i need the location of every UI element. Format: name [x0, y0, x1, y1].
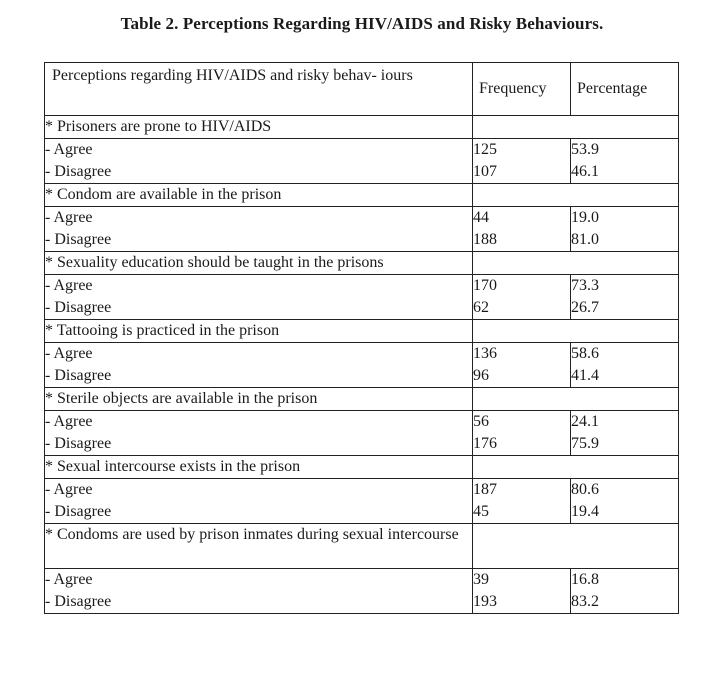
section-title-row — [45, 184, 679, 207]
agree-label: - Agree — [45, 141, 93, 158]
disagree-percentage: 19.4 — [571, 503, 599, 520]
answer-labels — [45, 139, 473, 184]
disagree-frequency: 193 — [473, 593, 497, 610]
agree-frequency: 44 — [473, 209, 489, 226]
disagree-label: - Disagree — [45, 163, 112, 180]
disagree-label: - Disagree — [45, 231, 112, 248]
section-title-blank — [473, 524, 679, 569]
agree-label: - Agree — [45, 277, 93, 294]
agree-frequency: 170 — [473, 277, 497, 294]
frequency-cell — [473, 343, 571, 388]
frequency-cell — [473, 275, 571, 320]
table-row — [45, 343, 679, 388]
percentage-cell — [571, 411, 679, 456]
disagree-frequency: 62 — [473, 299, 489, 316]
percentage-cell — [571, 275, 679, 320]
table-row — [45, 275, 679, 320]
table-header-row — [45, 63, 679, 116]
disagree-label: - Disagree — [45, 299, 112, 316]
header-perceptions: Perceptions regarding HIV/AIDS and risky behav- iours — [45, 63, 473, 116]
table-row — [45, 569, 679, 614]
disagree-label: - Disagree — [45, 435, 112, 452]
agree-label: - Agree — [45, 481, 93, 498]
disagree-percentage: 83.2 — [571, 593, 599, 610]
agree-label: - Agree — [45, 345, 93, 362]
disagree-percentage: 41.4 — [571, 367, 599, 384]
table-row — [45, 139, 679, 184]
disagree-percentage: 81.0 — [571, 231, 599, 248]
section-title-blank — [473, 388, 679, 411]
section-title-row — [45, 320, 679, 343]
agree-percentage: 80.6 — [571, 481, 599, 498]
disagree-label: - Disagree — [45, 503, 112, 520]
agree-frequency: 136 — [473, 345, 497, 362]
agree-percentage: 24.1 — [571, 413, 599, 430]
agree-frequency: 39 — [473, 571, 489, 588]
disagree-frequency: 96 — [473, 367, 489, 384]
section-title: * Sexual intercourse exists in the prison — [45, 456, 473, 479]
agree-percentage: 16.8 — [571, 571, 599, 588]
frequency-cell — [473, 479, 571, 524]
section-title-row — [45, 252, 679, 275]
table-caption: Table 2. Perceptions Regarding HIV/AIDS and Risky Behaviours. — [120, 14, 604, 33]
frequency-cell — [473, 411, 571, 456]
agree-frequency: 187 — [473, 481, 497, 498]
agree-label: - Agree — [45, 413, 93, 430]
section-title-row — [45, 116, 679, 139]
agree-frequency: 125 — [473, 141, 497, 158]
agree-percentage: 19.0 — [571, 209, 599, 226]
section-title-blank — [473, 320, 679, 343]
answer-labels — [45, 207, 473, 252]
disagree-frequency: 107 — [473, 163, 497, 180]
section-title-blank — [473, 252, 679, 275]
disagree-frequency: 188 — [473, 231, 497, 248]
section-title: * Condoms are used by prison inmates during sexual intercourse — [45, 524, 473, 569]
section-title-blank — [473, 116, 679, 139]
answer-labels — [45, 275, 473, 320]
section-title-blank — [473, 456, 679, 479]
answer-labels — [45, 479, 473, 524]
percentage-cell — [571, 479, 679, 524]
section-title: * Condom are available in the prison — [45, 184, 473, 207]
disagree-frequency: 45 — [473, 503, 489, 520]
section-title: * Tattooing is practiced in the prison — [45, 320, 473, 343]
answer-labels — [45, 343, 473, 388]
percentage-cell — [571, 569, 679, 614]
disagree-label: - Disagree — [45, 593, 112, 610]
section-title-row — [45, 456, 679, 479]
percentage-cell — [571, 343, 679, 388]
frequency-cell — [473, 139, 571, 184]
section-title: * Sterile objects are available in the prison — [45, 388, 473, 411]
table-row — [45, 411, 679, 456]
disagree-percentage: 75.9 — [571, 435, 599, 452]
perceptions-table — [44, 62, 679, 614]
answer-labels — [45, 411, 473, 456]
frequency-cell — [473, 207, 571, 252]
disagree-label: - Disagree — [45, 367, 112, 384]
disagree-frequency: 176 — [473, 435, 497, 452]
header-frequency: Frequency — [473, 63, 571, 116]
answer-labels — [45, 569, 473, 614]
frequency-cell — [473, 569, 571, 614]
agree-frequency: 56 — [473, 413, 489, 430]
agree-percentage: 53.9 — [571, 141, 599, 158]
section-title: * Prisoners are prone to HIV/AIDS — [45, 116, 473, 139]
table-row — [45, 207, 679, 252]
agree-label: - Agree — [45, 209, 93, 226]
agree-label: - Agree — [45, 571, 93, 588]
disagree-percentage: 46.1 — [571, 163, 599, 180]
agree-percentage: 58.6 — [571, 345, 599, 362]
section-title: * Sexuality education should be taught in the prisons — [45, 252, 473, 275]
percentage-cell — [571, 207, 679, 252]
agree-percentage: 73.3 — [571, 277, 599, 294]
header-percentage: Percentage — [571, 63, 679, 116]
table-row — [45, 479, 679, 524]
section-title-row — [45, 524, 679, 569]
section-title-blank — [473, 184, 679, 207]
percentage-cell — [571, 139, 679, 184]
section-title-row — [45, 388, 679, 411]
disagree-percentage: 26.7 — [571, 299, 599, 316]
